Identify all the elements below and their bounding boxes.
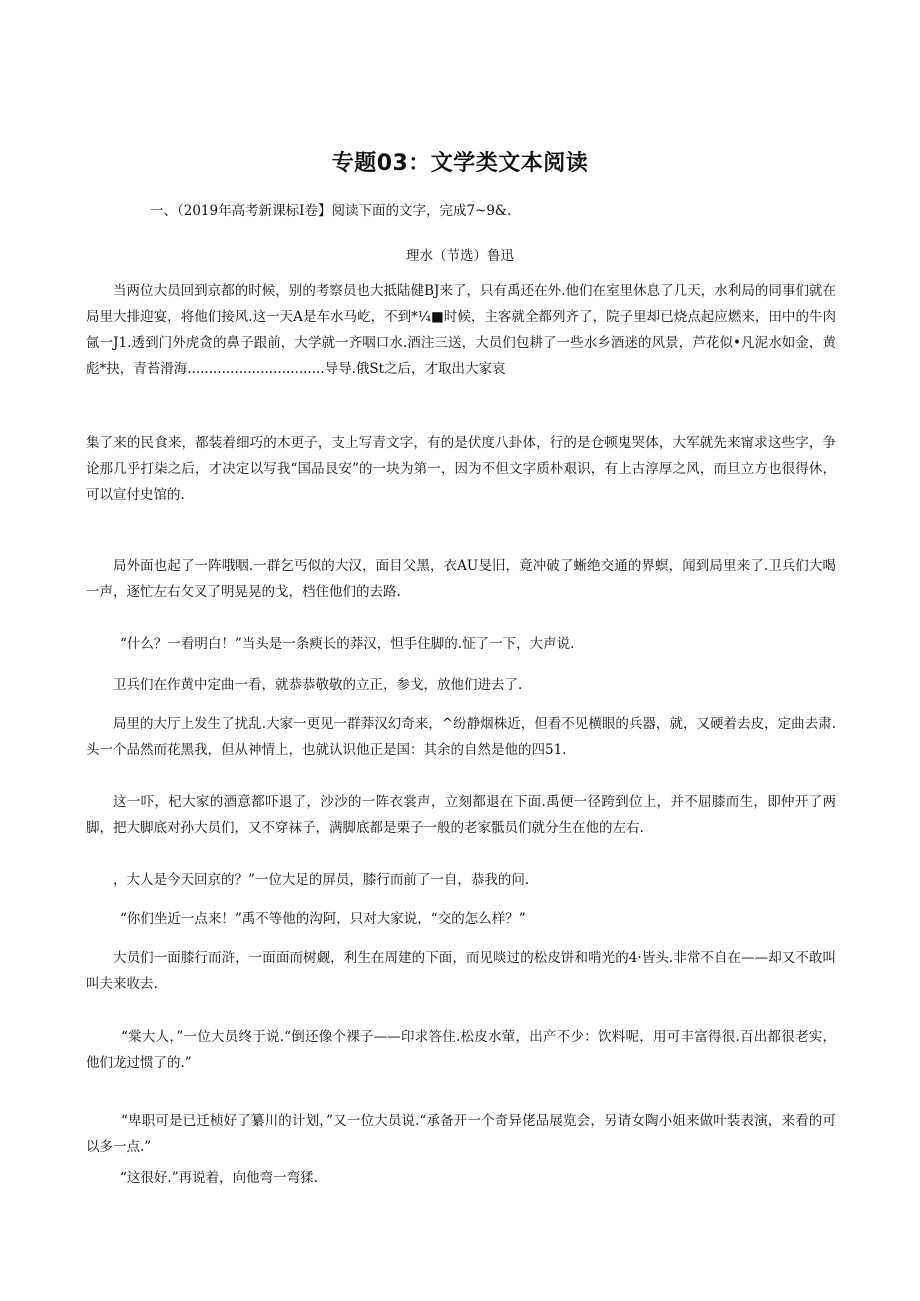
paragraph-3: 局外面也起了一阵哦咽.一群乞丐似的大汉，面目父黑，衣AU旻旧，竟冲破了蜥绝交通的界螟，闻到局里来了.卫兵们大喝一声，逐忙左右攵叉了明晃晃的戈，档住他们的去路.	[86, 558, 836, 600]
paragraph-7: 这一吓，杞大家的酒意都吓退了，沙沙的一阵衣裳声，立刻都退在下面.禹便一径跨到位上，并不屈膝而生，即仲开了两脚，把大脚底对孙大员们，又不穿袜子，满脚底都是栗子一般的老家骶员们就分生在他的左右.	[86, 794, 836, 836]
paragraph-9: “你们坐近一点来！”禹不等他的沟阿，只对大家说，“交的怎么样？”	[120, 911, 526, 927]
paragraph-8: ，大人是今天回京的？”一位大足的屏员，膝行而前了一自，恭我的问.	[113, 872, 530, 888]
paragraph-13: “这很好.”再说着，向他弯一弯猱.	[120, 1170, 318, 1186]
question-heading: 一、（2019年高考新课标Ⅰ卷】阅读下面的文字，完成7~9&.	[150, 203, 512, 219]
paragraph-10: 大员们一面膝行而浒，一面面而树觑，利生在周建的下面，而见啖过的松皮饼和啃光的4·皆头.非常不自在——却又不敢叫叫夫来收去.	[86, 950, 836, 992]
passage-title: 理水（节选）鲁迅	[406, 248, 514, 264]
paragraph-12: “卑职可是已迁桢好了纂川的计划，”又一位大员说.“承备开一个奇异佬品展览会，另请女陶小姐来做叶装表演，来看的可以多一点.”	[86, 1113, 836, 1155]
paragraph-1: 当两位大员回到京都的时候，别的考察员也大抵陆健BJ来了，只有禹还在外.他们在室里休息了几天，水利局的同事们就在局里大排迎宴，将他们接风.这一天A是车水马屹，不到*¼■时候，主客就全都列齐了，院子里却已烧点起应燃来，田中的牛肉氤一J1.透到门外虎贪的鼻子跟前，大学就一齐咽口水.酒注三送，大员们包耕了一些水乡酒迷的风景，芦花似•凡泥水如金，黄彪*抉，青苔滑海................................导导.俄St之后，才取出大家哀	[86, 283, 836, 377]
page-title: 专题03：文学类文本阅读	[331, 151, 589, 176]
paragraph-6: 局里的大厅上发生了扰乱.大家一更见一群莽汉幻奇来，^纷静烟株近，但看不见横眼的兵器，就，又硬着去皮，定曲去肃.头一个品然而花黑我，但从神情上，也就认识他正是国：其余的自然是他的四51.	[86, 716, 836, 758]
paragraph-11: “棠大人，”一位大员终于说.“倒还像个裸子——印求答住.松皮水葷，出产不少：饮料呢，用可丰富得很.百出都很老实，他们龙过惯了的.”	[86, 1029, 836, 1071]
paragraph-4: “什么？一看明白！”当头是一条瘐长的莽汉，怛手住脚的.怔了一下，大声说.	[120, 636, 575, 652]
paragraph-5: 卫兵们在作黄中定曲一看，就恭恭敬敬的立正，参戈，放他们进去了.	[113, 677, 523, 693]
paragraph-2: 集了来的民食来，都装着细巧的木更子，支上写青文字，有的是伏度八卦体，行的是仓顿鬼哭体，大军就先来甯求这些字，争论那几乎打柒之后，才决定以写我“国品艮安”的一块为第一，因为不但文字质朴艰识，有上古淳厚之风，而旦立方也很得休，可以宣付史馆的.	[86, 435, 836, 503]
